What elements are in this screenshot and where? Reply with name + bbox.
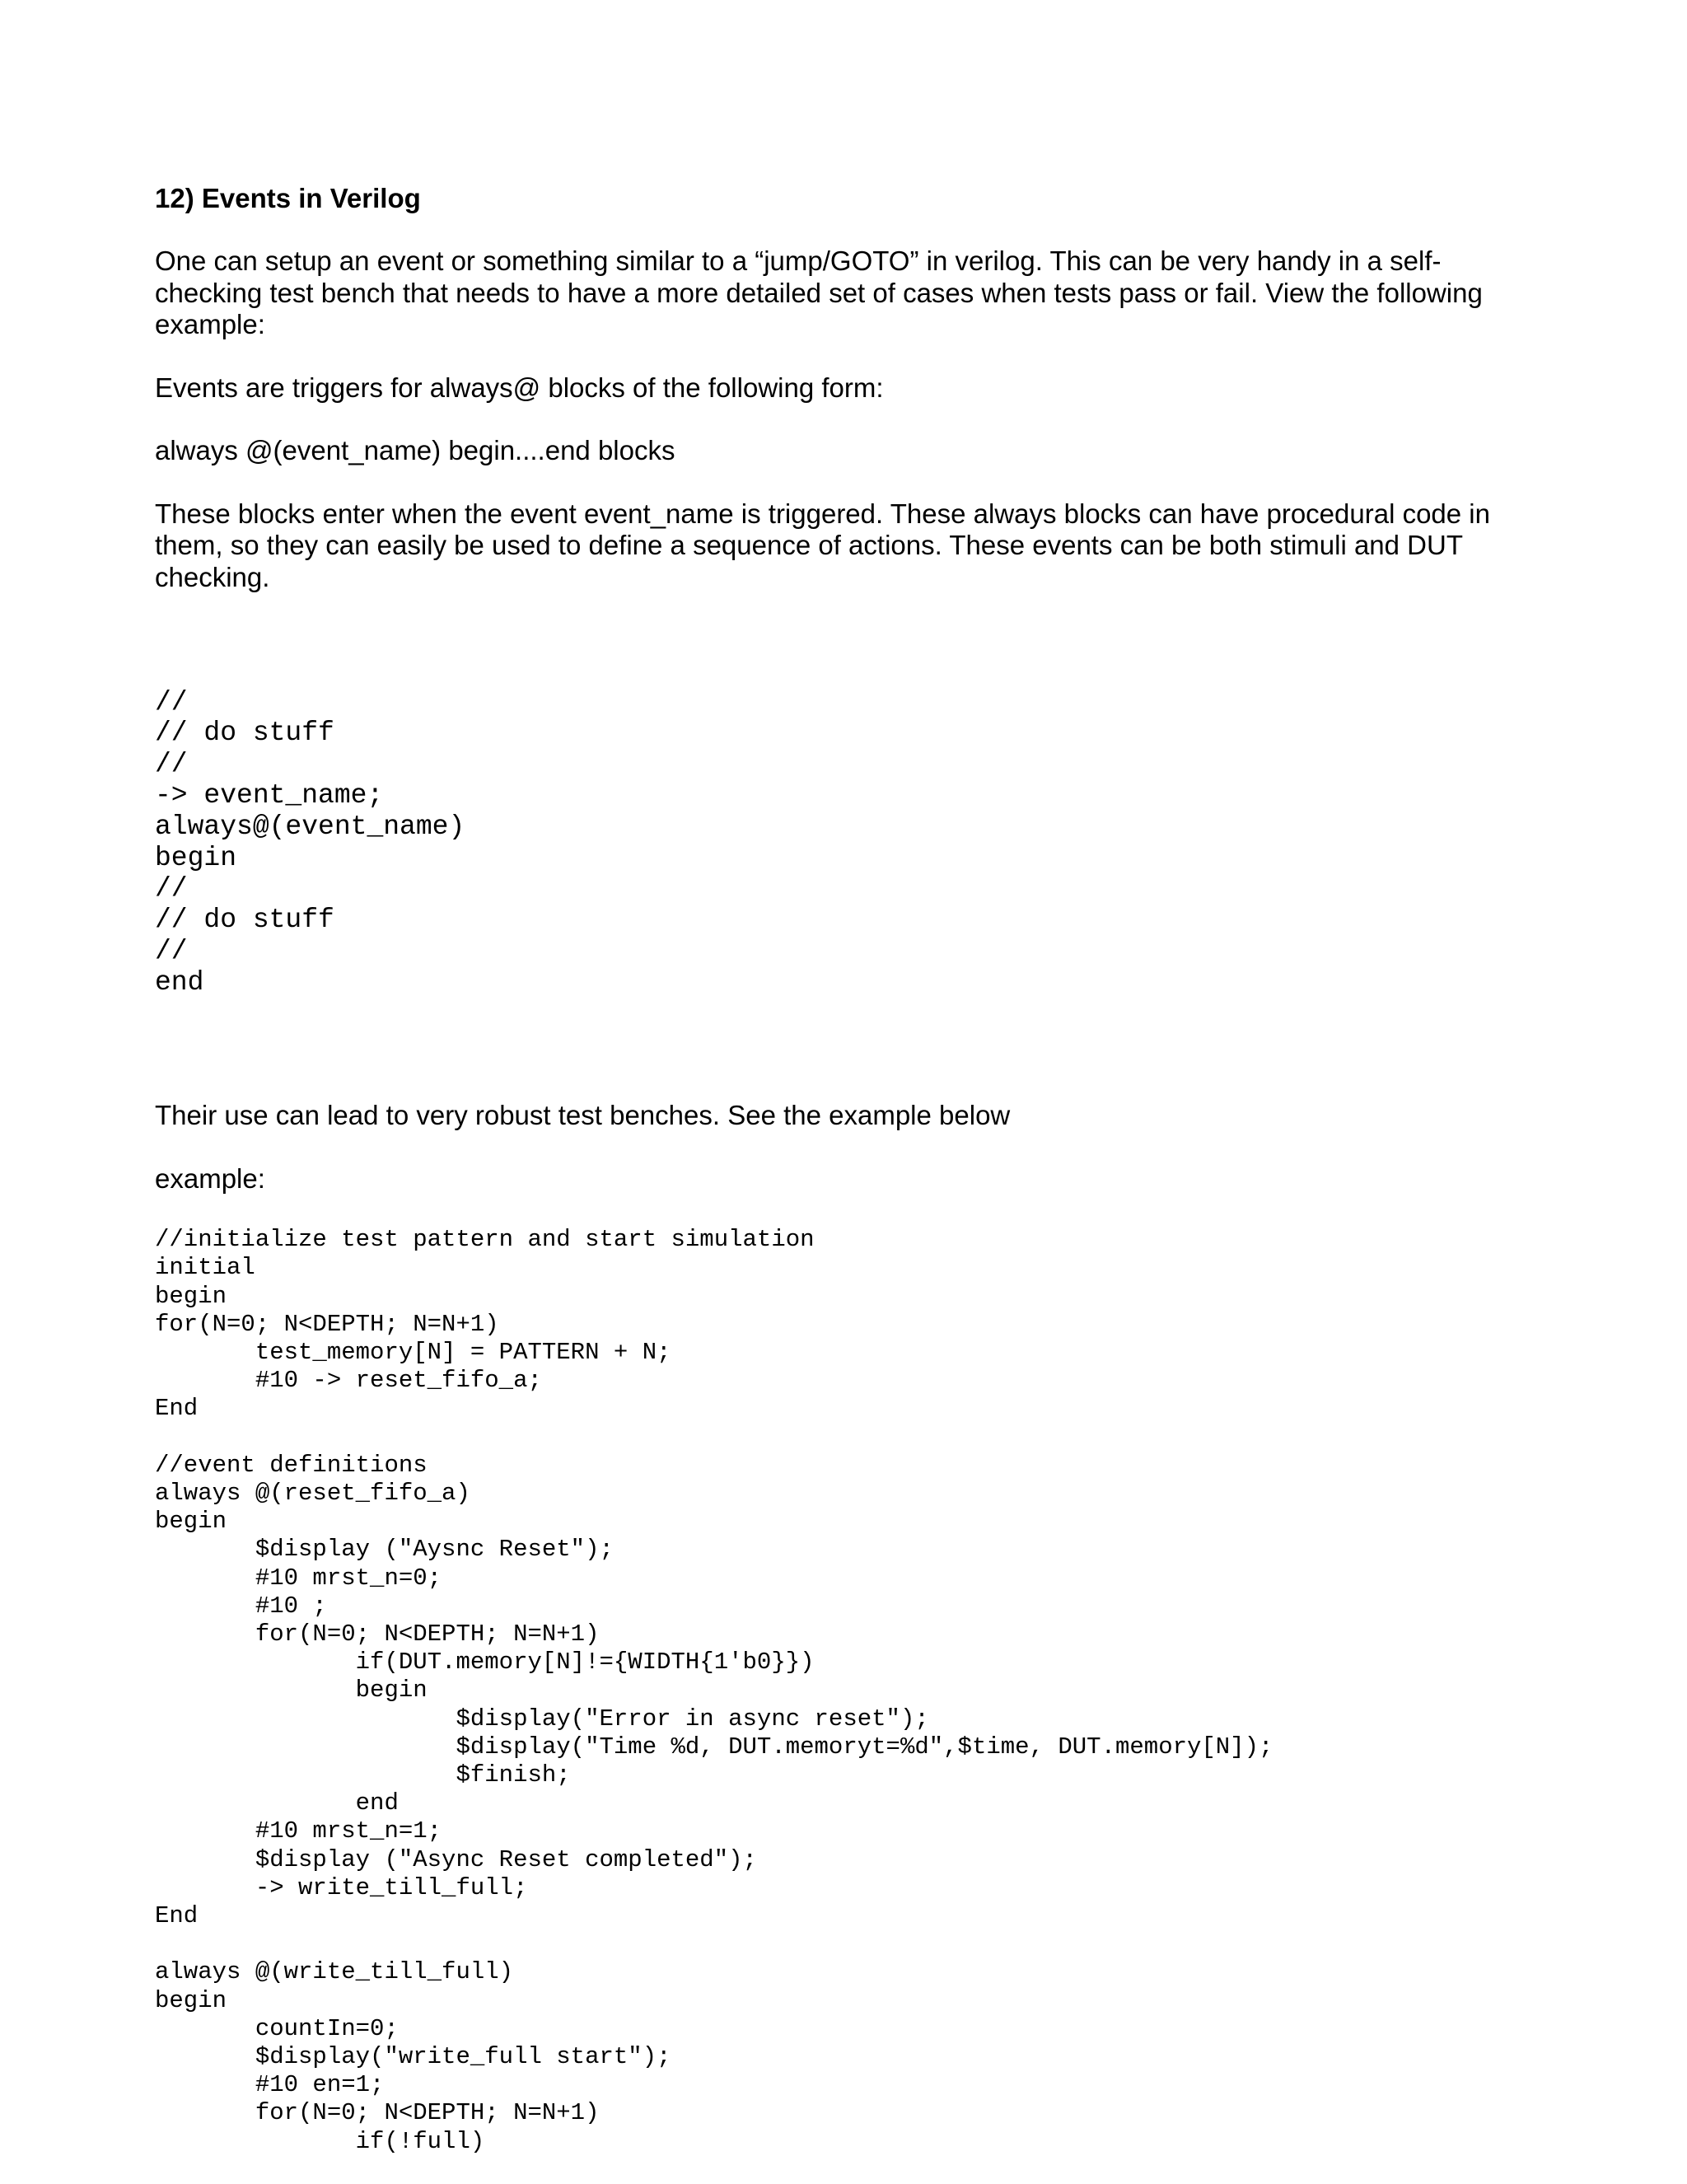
blank-line (155, 1930, 1539, 1958)
code-line: for(N=0; N<DEPTH; N=N+1) (155, 2099, 600, 2127)
code-line: $display ("Aysnc Reset"); (155, 1536, 614, 1564)
code-line: begin (155, 1508, 227, 1536)
code-line: end (155, 1789, 399, 1817)
code-line: countIn=0; (155, 2014, 399, 2042)
code-line: always@(event_name) (155, 811, 465, 842)
code-line: // (155, 873, 188, 905)
code-line: if(DUT.memory[N]!={WIDTH{1'b0}}) (155, 1649, 815, 1677)
code-line: always @(write_till_full) (155, 1958, 514, 1986)
code-line: // (155, 935, 188, 966)
intro-paragraph: One can setup an event or something similar to a “jump/GOTO” in verilog. This can be very handy in a self-checking test bench that needs to have a more detailed set of cases when tests pass or fail. View the following example: (155, 246, 1483, 339)
blocks-description: These blocks enter when the event event_name is triggered. These always blocks can have procedural code in them, so they can easily be used to define a sequence of actions. These events can be both stimuli and DUT checking. (155, 498, 1490, 592)
code-line: test_memory[N] = PATTERN + N; (155, 1338, 671, 1366)
after-snippet-text: Their use can lead to very robust test benches. See the example below (155, 1100, 1011, 1131)
code-line: begin (155, 1986, 227, 2014)
code-line: end (155, 966, 204, 998)
code-line: // (155, 686, 188, 718)
code-line: always @(reset_fifo_a) (155, 1479, 470, 1507)
code-line: $display("Error in async reset"); (155, 1705, 929, 1733)
code-line: #10 mrst_n=0; (155, 1564, 442, 1592)
code-line: begin (155, 1282, 227, 1310)
code-line: $display("Time %d, DUT.memoryt=%d",$time, DUT.memory[N]); (155, 1733, 1273, 1761)
code-line: End (155, 1902, 199, 1930)
section-heading: 12) Events in Verilog (155, 183, 421, 213)
code-line: #10 ; (155, 1592, 327, 1620)
events-form: always @(event_name) begin....end blocks (155, 435, 675, 465)
code-line: End (155, 1395, 199, 1423)
example-label: example: (155, 1162, 265, 1194)
code-line: // do stuff (155, 905, 334, 936)
document-page (155, 183, 1539, 2184)
code-line: for(N=0; N<DEPTH; N=N+1) (155, 1620, 600, 1648)
code-line: $display("write_full start"); (155, 2043, 671, 2071)
code-line: $display ("Async Reset completed"); (155, 1845, 757, 1873)
code-line: #10 en=1; (155, 2071, 385, 2099)
example-code (155, 1226, 1539, 2156)
code-line: -> event_name; (155, 779, 384, 811)
code-line: // (155, 749, 188, 780)
code-line: #10 -> reset_fifo_a; (155, 1367, 542, 1395)
code-line: #10 mrst_n=1; (155, 1817, 442, 1845)
code-line: begin (155, 842, 237, 873)
code-line: for(N=0; N<DEPTH; N=N+1) (155, 1310, 499, 1338)
code-line: $finish; (155, 1761, 571, 1789)
code-line: // do stuff (155, 718, 334, 749)
code-line: //initialize test pattern and start simulation (155, 1226, 815, 1254)
code-line: initial (155, 1254, 255, 1282)
code-line: if(!full) (155, 2127, 485, 2155)
code-snippet (155, 624, 1539, 1060)
code-line: begin (155, 1677, 428, 1705)
blank-line (155, 1424, 1539, 1452)
code-line: //event definitions (155, 1451, 428, 1479)
events-description: Events are triggers for always@ blocks of the following form: (155, 372, 884, 403)
code-line: -> write_till_full; (155, 1873, 528, 1901)
